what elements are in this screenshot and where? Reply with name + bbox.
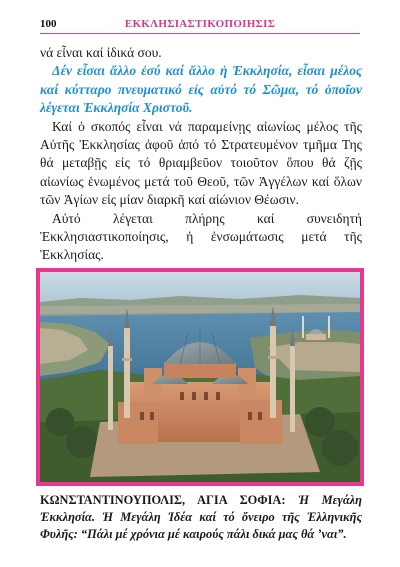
figure-caption: [40, 492, 362, 543]
photo-frame: [36, 268, 364, 486]
continued-line: νά εἶναι καί ἰδικά σου.: [40, 45, 162, 60]
running-head: [40, 18, 360, 36]
header-rule: [40, 33, 360, 34]
caption-text: Ἡ Μεγάλη Ἐκκλησία. Ἡ Μεγάλη Ἰδέα καί τό ὄνειρο τῆς Ἑλληνικῆς Φυλῆς: “Πάλι μέ χρόνια μέ καιρούς πάλι δικά μας θά ’ναι”.: [40, 493, 362, 541]
paragraph-2: Αὐτό λέγεται πλήρης καί συνειδητή Ἐκκλησιαστικοποίησις, ἡ ἐνσωμάτωσις μετά τῆς Ἐκκλησίας.: [40, 210, 362, 263]
body-text: [40, 44, 362, 265]
photo-illustration: [40, 272, 360, 482]
running-title: ΕΚΚΛΗΣΙΑΣΤΙΚΟΠΟΙΗΣΙΣ: [124, 18, 276, 30]
hagia-sophia-photo: [40, 272, 360, 482]
caption-location: ΚΩΝΣΤΑΝΤΙΝΟΥΠΟΛΙΣ, ΑΓΙΑ ΣΟΦΙΑ:: [40, 493, 286, 507]
paragraph-1: Καί ὁ σκοπός εἶναι νά παραμείνῃς αἰωνίως μέλος τῆς Αὐτῆς Ἐκκλησίας ἀφοῦ ἀπό τό Στρατευμένον τμῆμα Της θά μεταβῇς εἰς τό θριαμβεῦον τοιοῦτον ὅπου θά ζῇς αἰωνίως ἑνωμένος μετά τοῦ Θεοῦ, τῶν Ἀγγέλων καί ὅλων τῶν Ἁγίων εἰς μίαν διαρκῆ καί αἰώνιον Θέωσιν.: [40, 118, 362, 208]
highlighted-paragraph: Δέν εἶσαι ἄλλο ἐσύ καί ἄλλο ἡ Ἐκκλησία, εἶσαι μέλος καί κύτταρο πνευματικό εἰς αὐτό τό Σῶμα, τό ὁποῖον λέγεται Ἐκκλησία Χριστοῦ.: [40, 63, 362, 116]
page-number: 100: [40, 18, 57, 30]
